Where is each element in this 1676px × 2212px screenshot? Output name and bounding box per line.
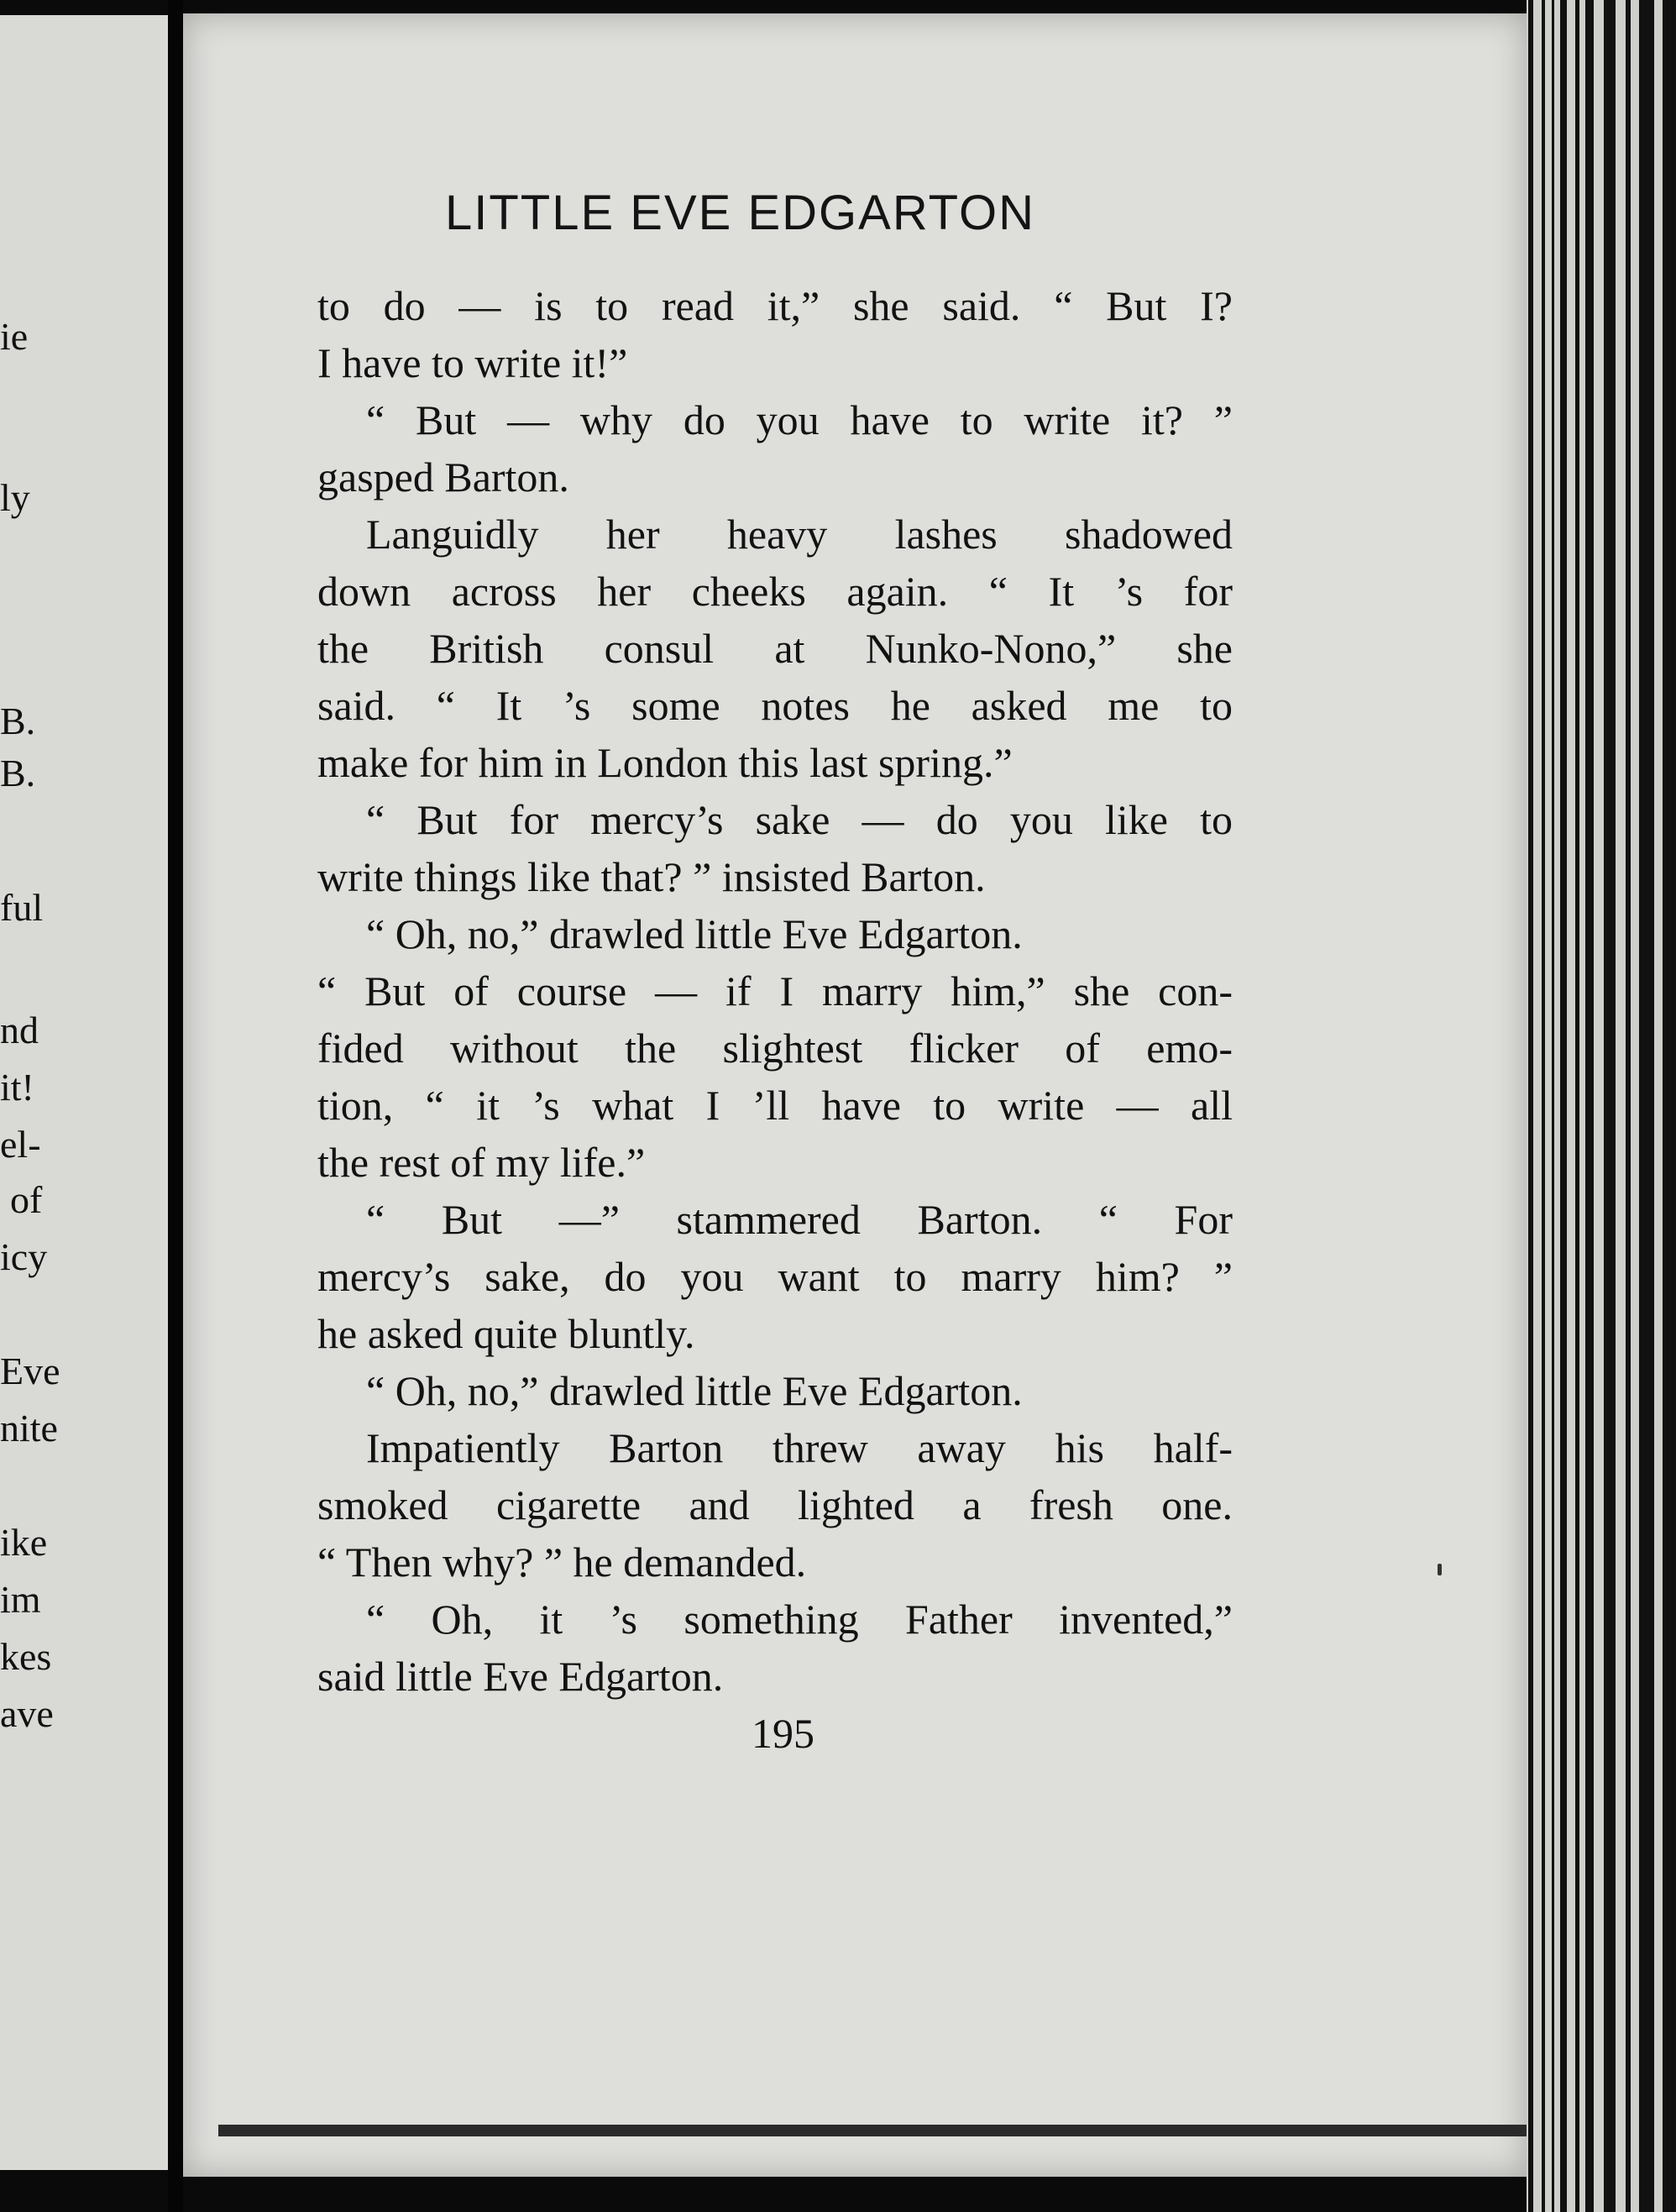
left-fragment: ike <box>0 1521 48 1564</box>
page-number: 195 <box>752 1710 814 1757</box>
running-head: LITTLE EVE EDGARTON <box>445 186 1036 240</box>
left-fragment: B. <box>0 752 36 794</box>
text-line: tion, “ it ’s what I ’ll have to write — all <box>317 1082 1233 1129</box>
text-line: the British consul at Nunko-Nono,” she <box>317 625 1233 672</box>
text-line: fided without the slightest flicker of emo- <box>317 1025 1233 1072</box>
text-line: make for him in London this last spring.” <box>317 739 1013 786</box>
left-fragment: ie <box>0 315 29 358</box>
left-fragment: of <box>10 1178 43 1221</box>
text-line: “ Then why? ” he demanded. <box>317 1538 807 1586</box>
left-fragment: B. <box>0 700 36 742</box>
paper-speck <box>1438 1564 1442 1575</box>
body-text <box>317 277 1233 1705</box>
text-line: Languidly her heavy lashes shadowed <box>366 511 1233 558</box>
facing-page-left <box>0 15 168 2170</box>
left-fragment: nd <box>0 1009 39 1051</box>
text-line: gasped Barton. <box>317 453 569 501</box>
text-line: “ But of course — if I marry him,” she con- <box>317 967 1233 1014</box>
text-line: write things like that? ” insisted Barton. <box>317 853 986 900</box>
text-line: “ But for mercy’s sake — do you like to <box>366 796 1233 843</box>
text-line: said little Eve Edgarton. <box>317 1653 724 1700</box>
left-fragment: it! <box>0 1066 34 1109</box>
text-line: the rest of my life.” <box>317 1139 646 1186</box>
text-line: “ But —” stammered Barton. “ For <box>366 1196 1233 1243</box>
text-line: smoked cigarette and lighted a fresh one. <box>317 1481 1233 1528</box>
page-edges <box>1527 0 1676 2212</box>
left-fragment: nite <box>0 1407 58 1449</box>
book-gutter <box>168 0 183 2212</box>
text-line: “ Oh, no,” drawled little Eve Edgarton. <box>366 1367 1023 1414</box>
text-line: “ But — why do you have to write it? ” <box>366 396 1233 443</box>
page-bottom-edge <box>218 2125 1562 2136</box>
text-line: mercy’s sake, do you want to marry him? ” <box>317 1253 1233 1300</box>
text-line: he asked quite bluntly. <box>317 1310 695 1357</box>
text-line: “ Oh, it ’s something Father invented,” <box>366 1596 1233 1643</box>
left-fragment: el- <box>0 1123 41 1166</box>
left-fragment: ly <box>0 476 30 519</box>
left-fragment: kes <box>0 1635 52 1678</box>
left-fragment: icy <box>0 1235 48 1278</box>
text-line: Impatiently Barton threw away his half- <box>366 1424 1233 1471</box>
text-line: “ Oh, no,” drawled little Eve Edgarton. <box>366 910 1023 957</box>
text-line: to do — is to read it,” she said. “ But I? <box>317 282 1233 329</box>
left-fragment: Eve <box>0 1350 60 1392</box>
left-fragment: im <box>0 1578 41 1621</box>
left-fragment: ave <box>0 1692 54 1735</box>
text-line: I have to write it!” <box>317 339 628 386</box>
text-line: down across her cheeks again. “ It ’s for <box>317 568 1233 615</box>
text-line: said. “ It ’s some notes he asked me to <box>317 682 1233 729</box>
left-fragment: ful <box>0 886 44 929</box>
